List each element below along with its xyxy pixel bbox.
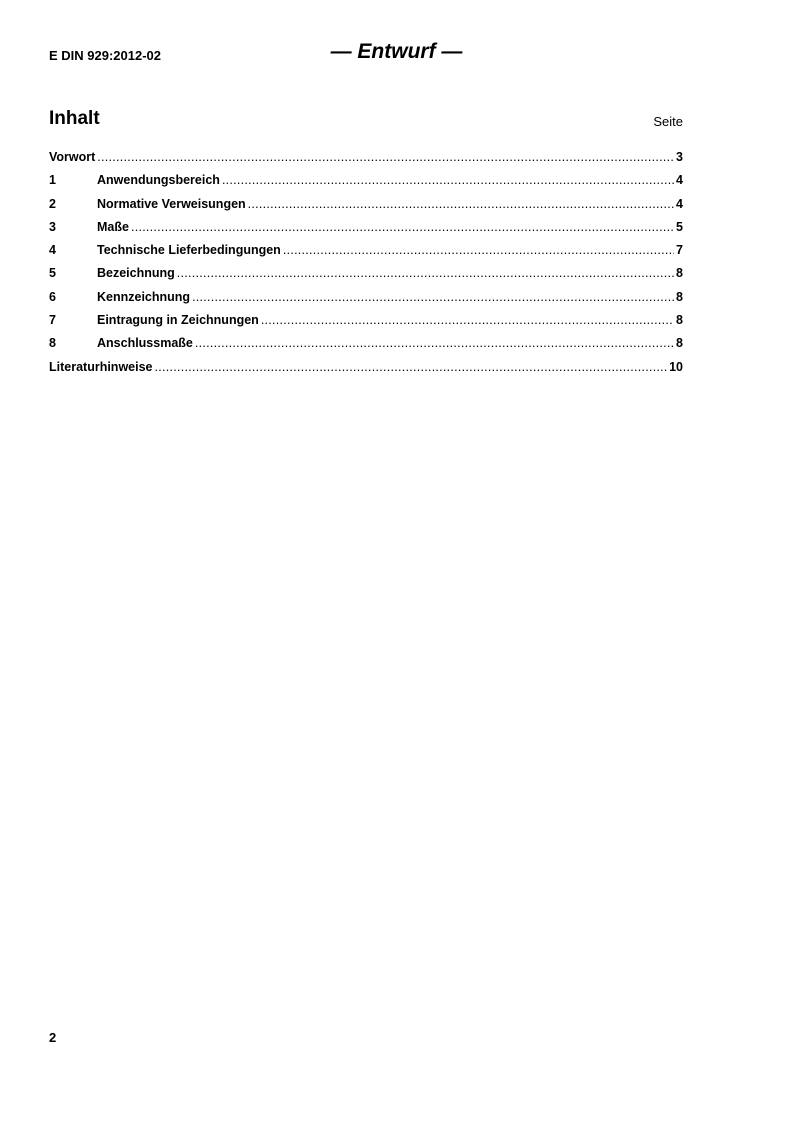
toc-entry-4[interactable] [49,243,683,266]
toc-entry-number: 6 [49,289,56,304]
toc-entry-number: 3 [49,219,56,234]
toc-entry-page: 4 [676,196,683,211]
toc-entry-page: 8 [676,336,683,351]
toc-entry-literaturhinweise[interactable] [49,360,683,383]
toc-title: Inhalt [49,108,100,129]
toc-entry-title: Anschlussmaße [97,336,193,351]
toc-leader [192,290,674,304]
page-column-label: Seite [653,114,683,129]
toc-leader [261,313,674,327]
toc-entry-title: Technische Lieferbedingungen [97,243,281,258]
toc-entry-page: 10 [669,359,683,374]
toc-entry-number: 8 [49,336,56,351]
toc-entry-title: Anwendungsbereich [97,173,220,188]
toc-entry-5[interactable] [49,266,683,289]
toc-entry-1[interactable] [49,173,683,196]
toc-entry-3[interactable] [49,220,683,243]
toc-leader [155,360,668,374]
toc-entry-page: 8 [676,289,683,304]
toc-entry-number: 1 [49,173,56,188]
toc-leader [248,197,674,211]
toc-leader [131,220,674,234]
toc-entry-6[interactable] [49,290,683,313]
toc-leader [195,336,674,350]
toc-entry-vorwort[interactable] [49,150,683,173]
toc-leader [97,150,674,164]
toc-entry-page: 8 [676,266,683,281]
toc-entry-page: 8 [676,313,683,328]
toc-leader [283,243,674,257]
toc-entry-page: 7 [676,243,683,258]
toc-entry-title: Literaturhinweise [49,359,153,374]
toc-entry-title: Bezeichnung [97,266,175,281]
document-id: E DIN 929:2012-02 [49,48,162,63]
draft-label: — Entwurf — [330,40,463,63]
toc-entry-page: 5 [676,219,683,234]
toc-entry-8[interactable] [49,336,683,359]
toc-entry-number: 7 [49,313,56,328]
toc-entry-title: Kennzeichnung [97,289,191,304]
toc-leader [222,173,674,187]
toc-entry-number: 5 [49,266,56,281]
toc-entry-title: Vorwort [49,150,96,164]
toc-header [49,108,683,134]
toc-leader [177,266,674,280]
toc-entry-7[interactable] [49,313,683,336]
toc-entry-number: 2 [49,196,56,211]
toc-entry-page: 4 [676,173,683,188]
page-number: 2 [49,1030,57,1045]
table-of-contents [49,150,683,383]
toc-entry-title: Normative Verweisungen [97,196,246,211]
toc-entry-2[interactable] [49,197,683,220]
toc-entry-title: Eintragung in Zeichnungen [97,313,259,328]
toc-entry-page: 3 [676,150,683,164]
toc-entry-number: 4 [49,243,56,258]
toc-entry-title: Maße [97,219,129,234]
